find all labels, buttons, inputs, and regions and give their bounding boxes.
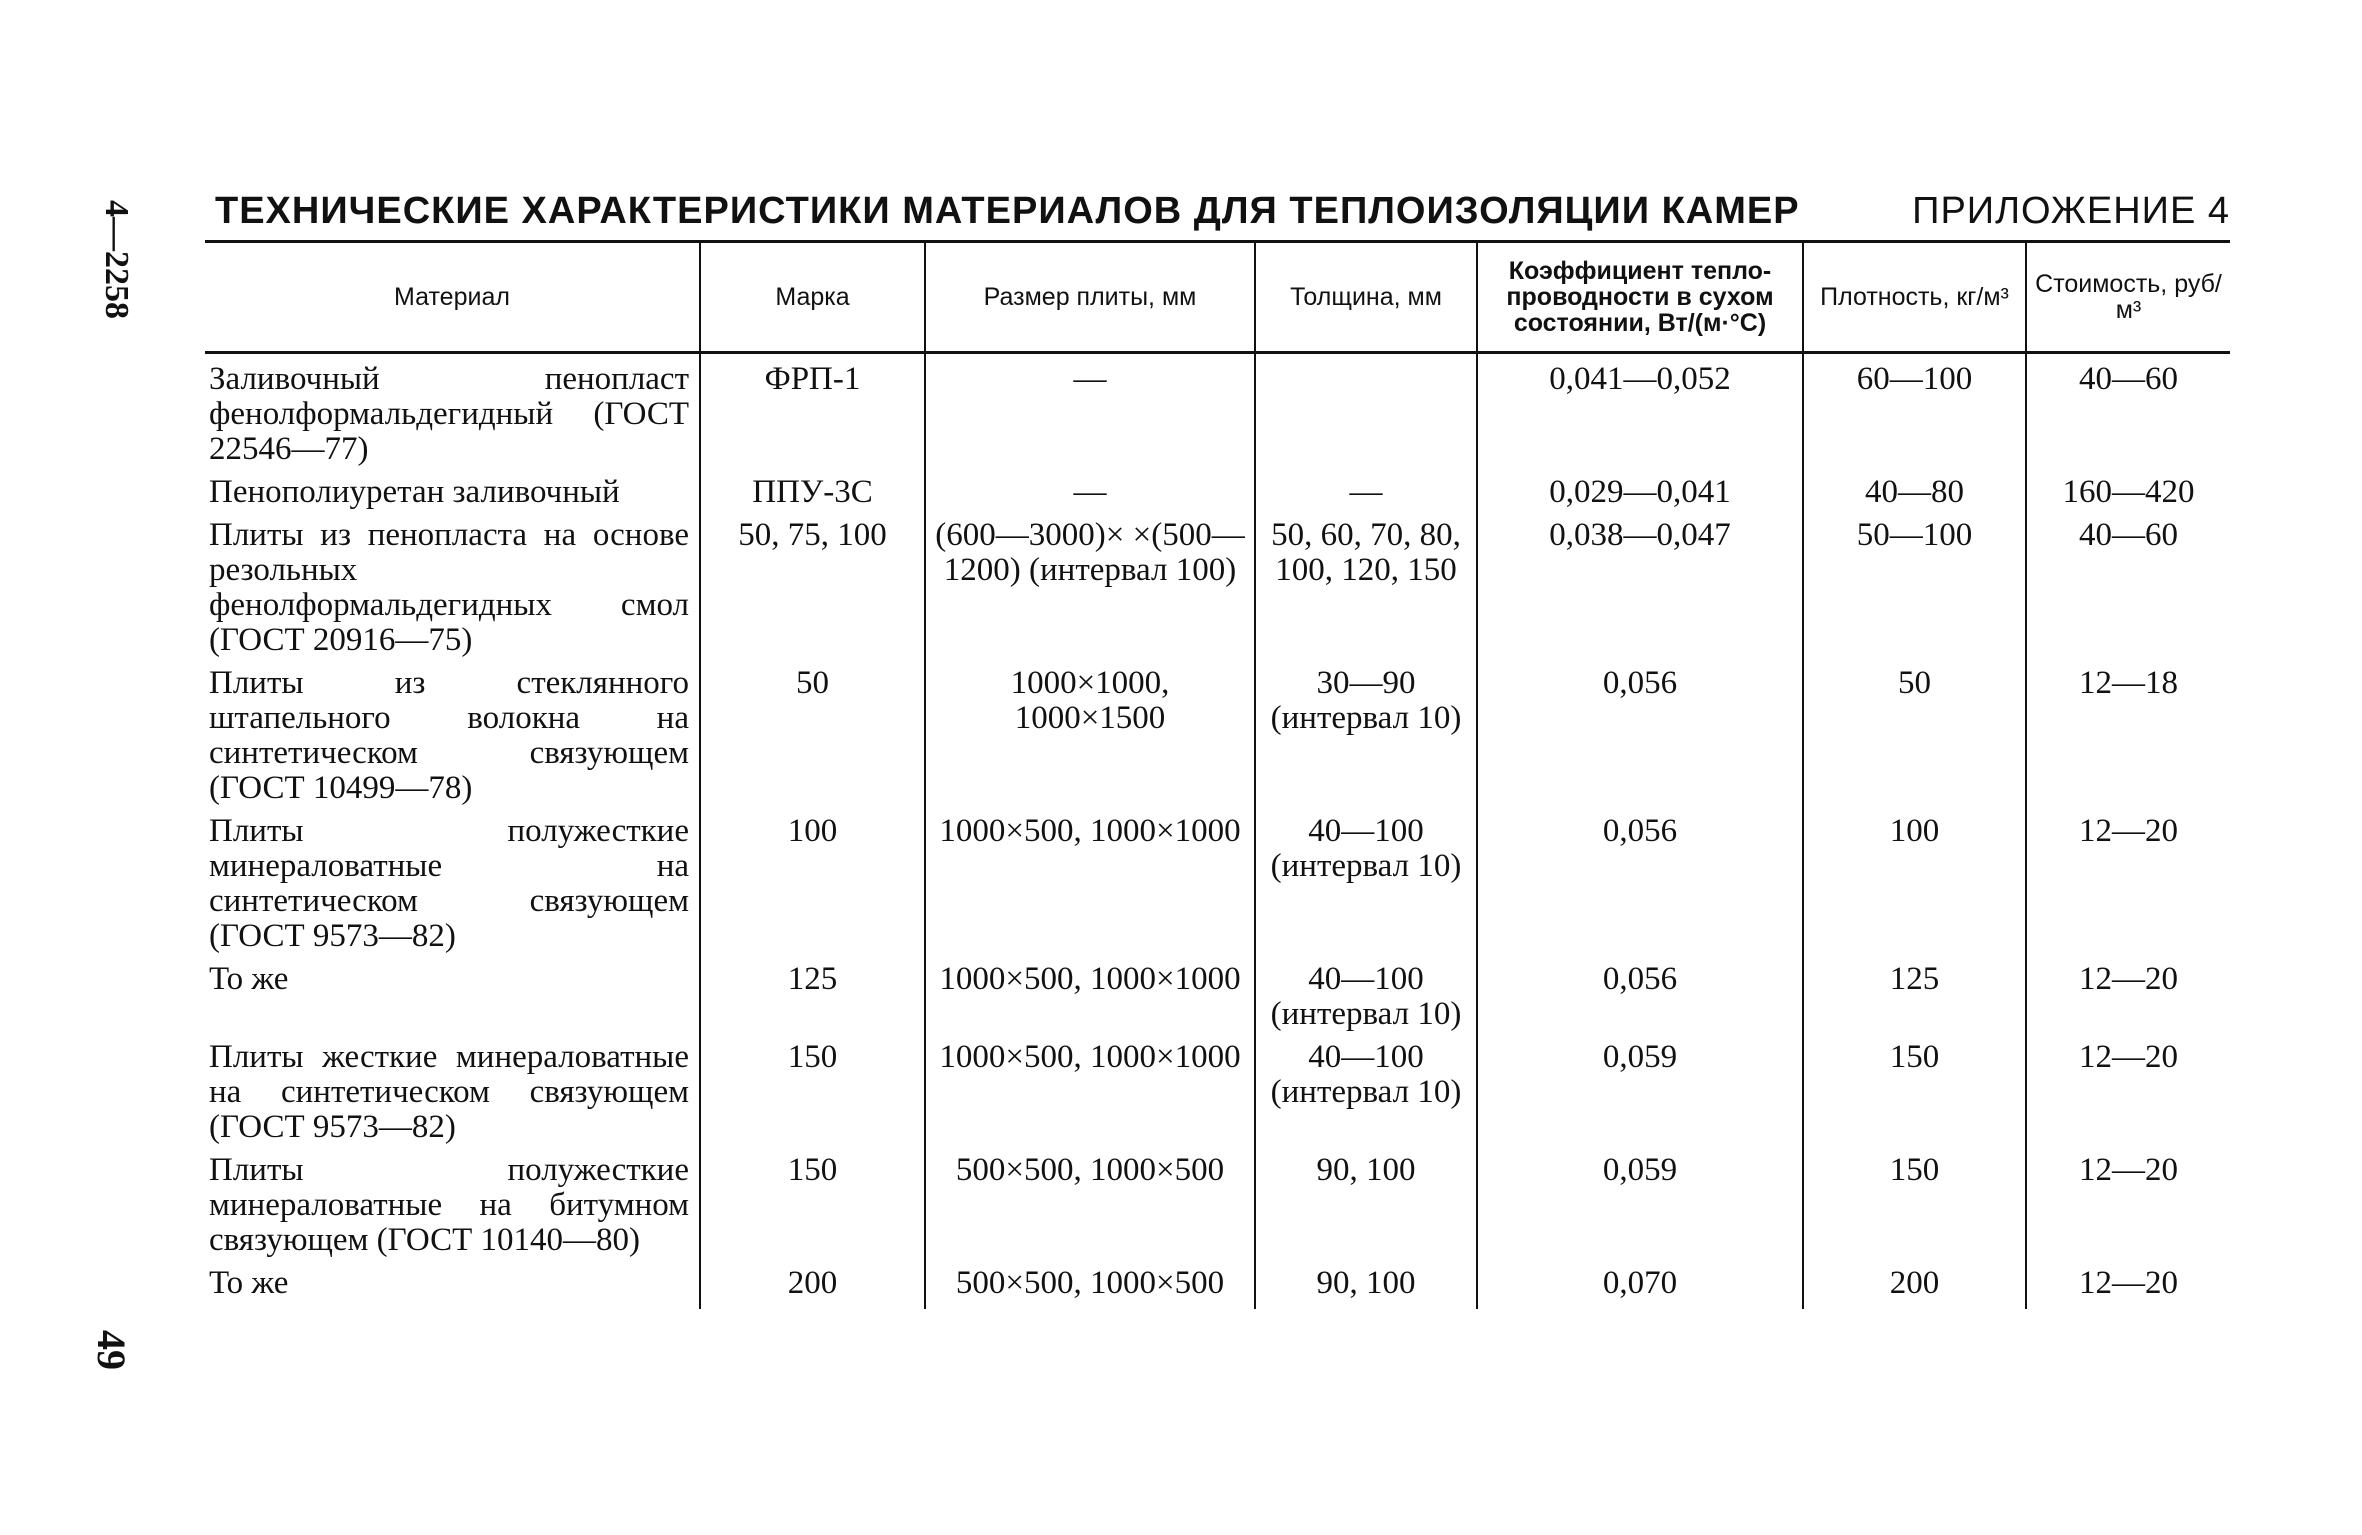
cell-material: Плиты из пенопласта на основе резольных фенолформальдегидных смол (ГОСТ 20916—75) [205,510,700,658]
cell-cost: 12—18 [2026,658,2230,806]
header-conductivity: Коэффициент тепло-проводности в сухом состоянии, Вт/(м·°С) [1477,242,1803,353]
cell-density: 60—100 [1803,353,2026,468]
cell-size: — [925,353,1255,468]
cell-thickness: 90, 100 [1255,1258,1477,1309]
cell-cost: 12—20 [2026,954,2230,1032]
table-row [205,1145,2230,1258]
cell-material: Плиты полужесткие минераловатные на битумном связующем (ГОСТ 10140—80) [205,1145,700,1258]
header-cost: Стоимость, руб/м³ [2026,242,2230,353]
header-mark: Марка [700,242,925,353]
cell-size: 1000×1000, 1000×1500 [925,658,1255,806]
cell-mark: 100 [700,806,925,954]
cell-material: То же [205,954,700,1032]
table-row [205,467,2230,510]
cell-thickness: 90, 100 [1255,1145,1477,1258]
cell-cost: 160—420 [2026,467,2230,510]
cell-conductivity: 0,059 [1477,1032,1803,1145]
cell-thickness: — [1255,467,1477,510]
cell-size: 500×500, 1000×500 [925,1258,1255,1309]
cell-cost: 12—20 [2026,1145,2230,1258]
cell-cost: 12—20 [2026,1032,2230,1145]
cell-density: 150 [1803,1145,2026,1258]
cell-thickness: 40—100 (интервал 10) [1255,806,1477,954]
cell-cost: 12—20 [2026,1258,2230,1309]
page-title: ТЕХНИЧЕСКИЕ ХАРАКТЕРИСТИКИ МАТЕРИАЛОВ ДЛЯ ТЕПЛОИЗОЛЯЦИИ КАМЕР [215,190,1800,232]
cell-thickness: 40—100 (интервал 10) [1255,954,1477,1032]
cell-material: Плиты полужесткие минераловатные на синтетическом связующем (ГОСТ 9573—82) [205,806,700,954]
cell-mark: 150 [700,1032,925,1145]
cell-conductivity: 0,059 [1477,1145,1803,1258]
appendix-label: ПРИЛОЖЕНИЕ 4 [1912,190,2230,232]
materials-table [205,240,2230,1309]
cell-conductivity: 0,056 [1477,954,1803,1032]
table-row [205,806,2230,954]
cell-conductivity: 0,056 [1477,658,1803,806]
cell-thickness: 40—100 (интервал 10) [1255,1032,1477,1145]
table-row [205,1032,2230,1145]
cell-size: (600—3000)× ×(500—1200) (интервал 100) [925,510,1255,658]
cell-material: Плиты из стеклянного штапельного волокна на синтетическом связующем (ГОСТ 10499—78) [205,658,700,806]
cell-cost: 40—60 [2026,353,2230,468]
cell-size: 500×500, 1000×500 [925,1145,1255,1258]
cell-conductivity: 0,038—0,047 [1477,510,1803,658]
header-density: Плотность, кг/м³ [1803,242,2026,353]
cell-density: 125 [1803,954,2026,1032]
cell-material: То же [205,1258,700,1309]
cell-material: Пенополиуретан заливочный [205,467,700,510]
cell-conductivity: 0,056 [1477,806,1803,954]
cell-mark: 50, 75, 100 [700,510,925,658]
cell-material: Плиты жесткие минераловатные на синтетическом связующем (ГОСТ 9573—82) [205,1032,700,1145]
header-size: Размер плиты, мм [925,242,1255,353]
cell-density: 200 [1803,1258,2026,1309]
cell-material: Заливочный пенопласт фенолформальдегидный (ГОСТ 22546—77) [205,353,700,468]
cell-density: 40—80 [1803,467,2026,510]
cell-size: 1000×500, 1000×1000 [925,806,1255,954]
cell-cost: 12—20 [2026,806,2230,954]
page-number: 49 [89,1330,134,1370]
cell-size: 1000×500, 1000×1000 [925,954,1255,1032]
header-thickness: Толщина, мм [1255,242,1477,353]
cell-size: 1000×500, 1000×1000 [925,1032,1255,1145]
cell-cost: 40—60 [2026,510,2230,658]
cell-thickness: 30—90 (интервал 10) [1255,658,1477,806]
cell-thickness [1255,353,1477,468]
cell-mark: ППУ-3С [700,467,925,510]
table-row [205,510,2230,658]
header-row [205,242,2230,353]
cell-density: 50 [1803,658,2026,806]
cell-density: 100 [1803,806,2026,954]
cell-mark: 50 [700,658,925,806]
cell-mark: 125 [700,954,925,1032]
table-row [205,1258,2230,1309]
cell-mark: 200 [700,1258,925,1309]
cell-size: — [925,467,1255,510]
cell-density: 50—100 [1803,510,2026,658]
cell-conductivity: 0,029—0,041 [1477,467,1803,510]
signature-mark: 4—2258 [98,200,135,319]
header-material: Материал [205,242,700,353]
cell-mark: ФРП-1 [700,353,925,468]
cell-conductivity: 0,070 [1477,1258,1803,1309]
table-row [205,658,2230,806]
cell-thickness: 50, 60, 70, 80, 100, 120, 150 [1255,510,1477,658]
cell-mark: 150 [700,1145,925,1258]
cell-density: 150 [1803,1032,2026,1145]
table-row [205,353,2230,468]
table-row [205,954,2230,1032]
cell-conductivity: 0,041—0,052 [1477,353,1803,468]
